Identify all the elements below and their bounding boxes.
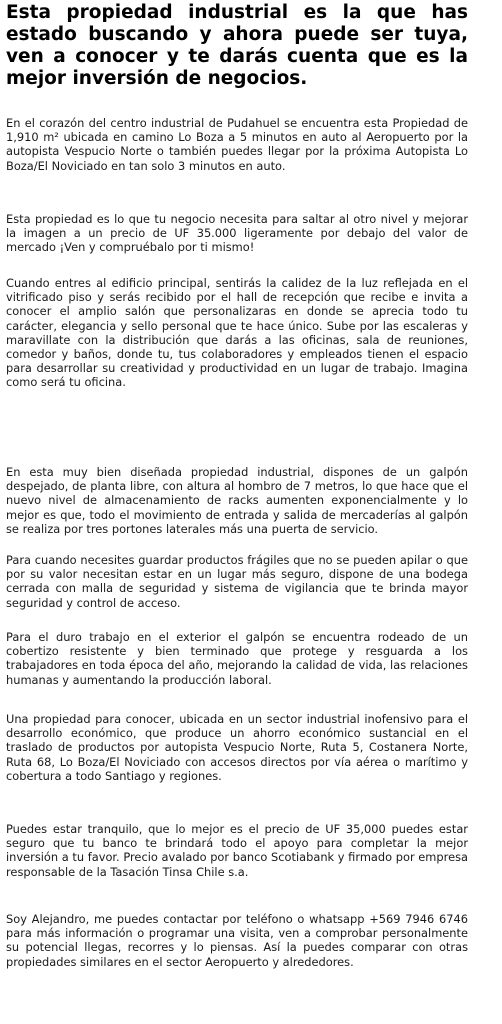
paragraph-exterior: Para el duro trabajo en el exterior el galpón se encuentra rodeado de un cobertizo resistente y bien terminado que protege y resguarda a los trabajadores en toda época del año, mejorando la calidad de vida, las relaciones humanas y aumentando la producción laboral. bbox=[6, 630, 468, 687]
paragraph-financing: Puedes estar tranquilo, que lo mejor es el precio de UF 35,000 puedes estar seguro que tu banco te brindará todo el apoyo para completar la mejor inversión a tu favor. Precio avalado por banco Scotiabank y firmado por empresa responsable de la Tasación Tinsa Chile s.a. bbox=[6, 822, 468, 879]
paragraph-storage: Para cuando necesites guardar productos frágiles que no se pueden apilar o que por su valor necesitan estar en un lugar más seguro, dispone de una bodega cerrada con malla de seguridad y sistema de vigilancia que te brinda mayor seguridad y control de acceso. bbox=[6, 553, 468, 610]
paragraph-contact: Soy Alejandro, me puedes contactar por teléfono o whatsapp +569 7946 6746 para más información o programar una visita, ven a comprobar personalmente su potencial llegas, recorres y lo piensas. Así la puedes comparar con otras propiedades similares en el sector Aeropuerto y alrededores. bbox=[6, 912, 468, 969]
paragraph-location: En el corazón del centro industrial de Pudahuel se encuentra esta Propiedad de 1,910 m² ubicada en camino Lo Boza a 5 minutos en auto al Aeropuerto por la autopista Vespucio Norte o también puedes llegar por la próxima Autopista Lo Boza/El Noviciado en tan solo 3 minutos en auto. bbox=[6, 116, 468, 173]
paragraph-warehouse: En esta muy bien diseñada propiedad industrial, dispones de un galpón despejado, de planta libre, con altura al hombro de 7 metros, lo que hace que el nuevo nivel de almacenamiento de racks aumenten exponencialmente y lo mejor es que, todo el movimiento de entrada y salida de mercaderías al galpón se realiza por tres portones laterales más una puerta de servicio. bbox=[6, 465, 468, 536]
paragraph-main-building: Cuando entres al edificio principal, sentirás la calidez de la luz reflejada en el vitrificado piso y serás recibido por el hall de recepción que recibe e invita a conocer el amplio salón que personalizaras en donde se aprecia todo tu carácter, elegancia y sello personal que te hace único. Sube por las escaleras y maravillate con la distribución que darás a las oficinas, sala de reuniones, comedor y baños, donde tu, tus colaboradores y empleados tienen el espacio para desarrollar su creatividad y productividad en un lugar de trabajo. Imagina como será tu oficina. bbox=[6, 276, 468, 390]
paragraph-access: Una propiedad para conocer, ubicada en un sector industrial inofensivo para el desarrollo económico, que produce un ahorro económico sustancial en el traslado de productos por autopista Vespucio Norte, Ruta 5, Costanera Norte, Ruta 68, Lo Boza/El Noviciado con accesos directos por vía aérea o marítimo y cobertura a todo Santiago y regiones. bbox=[6, 712, 468, 783]
page-title: Esta propiedad industrial es la que has estado buscando y ahora puede ser tuya, ven a conocer y te darás cuenta que es la mejor inversión de negocios. bbox=[6, 2, 468, 89]
paragraph-price: Esta propiedad es lo que tu negocio necesita para saltar al otro nivel y mejorar la imagen a un precio de UF 35.000 ligeramente por debajo del valor de mercado ¡Ven y compruébalo por ti mismo! bbox=[6, 212, 468, 255]
